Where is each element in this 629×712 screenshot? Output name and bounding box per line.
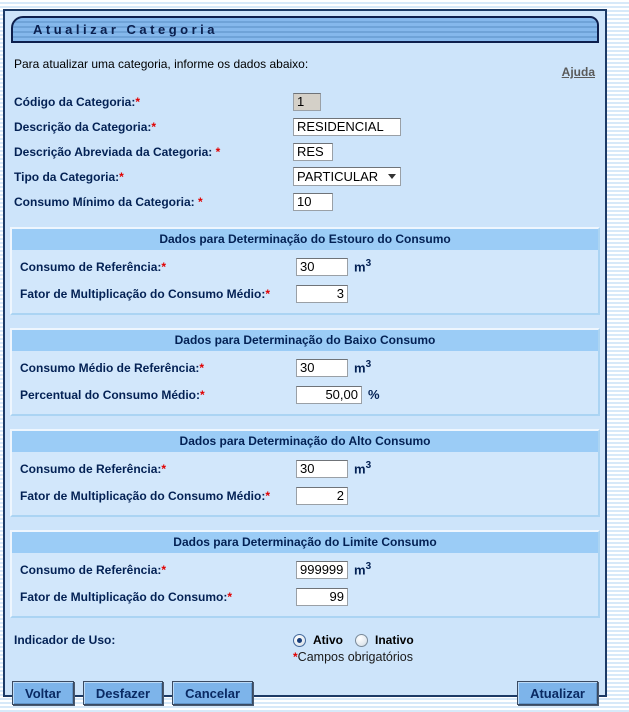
section-limite-title: Dados para Determinação do Limite Consumo: [12, 532, 598, 553]
descricao-label: Descrição da Categoria:*: [14, 119, 157, 134]
desfazer-button[interactable]: Desfazer: [83, 681, 163, 705]
section-alto-title: Dados para Determinação do Alto Consumo: [12, 431, 598, 452]
indicador-row: [5, 633, 605, 647]
unit-m3: $m^3$: [354, 359, 372, 376]
minimo-label: Consumo Mínimo da Categoria: *: [14, 194, 203, 209]
limite-row-fator: [12, 583, 598, 610]
unit-m3: $m^3$: [354, 561, 372, 578]
field-row-codigo: [5, 89, 605, 114]
section-baixo-title: Dados para Determinação do Baixo Consumo: [12, 330, 598, 351]
section-baixo: [10, 328, 600, 416]
estouro-referencia-input[interactable]: [296, 258, 348, 276]
baixo-referencia-label: Consumo Médio de Referência:*: [20, 360, 205, 375]
estouro-row-referencia: [12, 253, 598, 280]
required-asterisk: *: [161, 461, 167, 476]
limite-row-referencia: [12, 556, 598, 583]
alto-row-fator: [12, 482, 598, 509]
instruction-text: Para atualizar uma categoria, informe os dados abaixo:: [14, 57, 309, 71]
required-asterisk: *: [161, 259, 167, 274]
radio-ativo-label: Ativo: [313, 633, 343, 647]
limite-referencia-label: Consumo de Referência:*: [20, 562, 167, 577]
field-row-abreviada: [5, 139, 605, 164]
category-fields: [5, 89, 605, 214]
minimo-input[interactable]: [293, 193, 333, 211]
indicador-label: Indicador de Uso:: [14, 633, 116, 647]
section-estouro: [10, 227, 600, 315]
alto-referencia-input[interactable]: [296, 460, 348, 478]
required-asterisk: *: [265, 488, 271, 503]
voltar-button[interactable]: Voltar: [12, 681, 74, 705]
page-title: [11, 16, 599, 43]
required-asterisk: *: [199, 360, 205, 375]
baixo-percentual-input[interactable]: [296, 386, 362, 404]
estouro-fator-input[interactable]: [296, 285, 348, 303]
required-asterisk: *: [161, 562, 167, 577]
chevron-down-icon: [388, 174, 396, 179]
field-row-descricao: [5, 114, 605, 139]
main-panel: [3, 9, 607, 701]
baixo-row-percentual: [12, 381, 598, 408]
required-asterisk: *: [198, 194, 203, 209]
section-limite: [10, 530, 600, 618]
abreviada-input[interactable]: [293, 143, 333, 161]
field-row-minimo: [5, 189, 605, 214]
required-fields-note: *Campos obrigatórios: [293, 650, 414, 664]
field-row-tipo: [5, 164, 605, 189]
descricao-input[interactable]: [293, 118, 401, 136]
page-title-text: Atualizar Categoria: [33, 22, 218, 37]
help-link[interactable]: Ajuda: [561, 65, 595, 79]
estouro-fator-label: Fator de Multiplicação do Consumo Médio:*: [20, 286, 271, 301]
alto-fator-input[interactable]: [296, 487, 348, 505]
estouro-referencia-label: Consumo de Referência:*: [20, 259, 167, 274]
radio-ativo[interactable]: [293, 634, 306, 647]
required-asterisk: *: [135, 94, 141, 109]
required-asterisk: *: [151, 119, 157, 134]
alto-row-referencia: [12, 455, 598, 482]
required-asterisk: *: [227, 589, 233, 604]
estouro-row-fator: [12, 280, 598, 307]
required-asterisk: *: [200, 387, 205, 402]
required-asterisk: *: [293, 650, 298, 664]
radio-inativo[interactable]: [355, 634, 368, 647]
tipo-label: Tipo da Categoria:*: [14, 169, 124, 184]
tipo-select[interactable]: [293, 167, 401, 186]
required-asterisk: *: [265, 286, 271, 301]
unit-m3: $m^3$: [354, 460, 372, 477]
limite-fator-input[interactable]: [296, 588, 348, 606]
abreviada-label: Descrição Abreviada da Categoria: *: [14, 144, 221, 159]
unit-m3: $m^3$: [354, 258, 372, 275]
limite-fator-label: Fator de Multiplicação do Consumo:*: [20, 589, 233, 604]
unit-percent: %: [368, 387, 380, 402]
tipo-select-value: PARTICULAR: [297, 169, 379, 184]
required-asterisk: *: [119, 169, 124, 184]
baixo-percentual-label: Percentual do Consumo Médio:*: [20, 387, 205, 402]
codigo-input: [293, 93, 321, 111]
button-bar: [5, 681, 605, 705]
required-asterisk: *: [215, 144, 221, 159]
cancelar-button[interactable]: Cancelar: [172, 681, 253, 705]
baixo-referencia-input[interactable]: [296, 359, 348, 377]
indicador-radio-group: [293, 633, 422, 647]
radio-inativo-label: Inativo: [375, 633, 414, 647]
codigo-label: Código da Categoria:*: [14, 94, 141, 109]
baixo-row-referencia: [12, 354, 598, 381]
atualizar-button[interactable]: Atualizar: [517, 681, 598, 705]
limite-referencia-input[interactable]: [296, 561, 348, 579]
alto-fator-label: Fator de Multiplicação do Consumo Médio:*: [20, 488, 271, 503]
section-estouro-title: Dados para Determinação do Estouro do Consumo: [12, 229, 598, 250]
alto-referencia-label: Consumo de Referência:*: [20, 461, 167, 476]
section-alto: [10, 429, 600, 517]
